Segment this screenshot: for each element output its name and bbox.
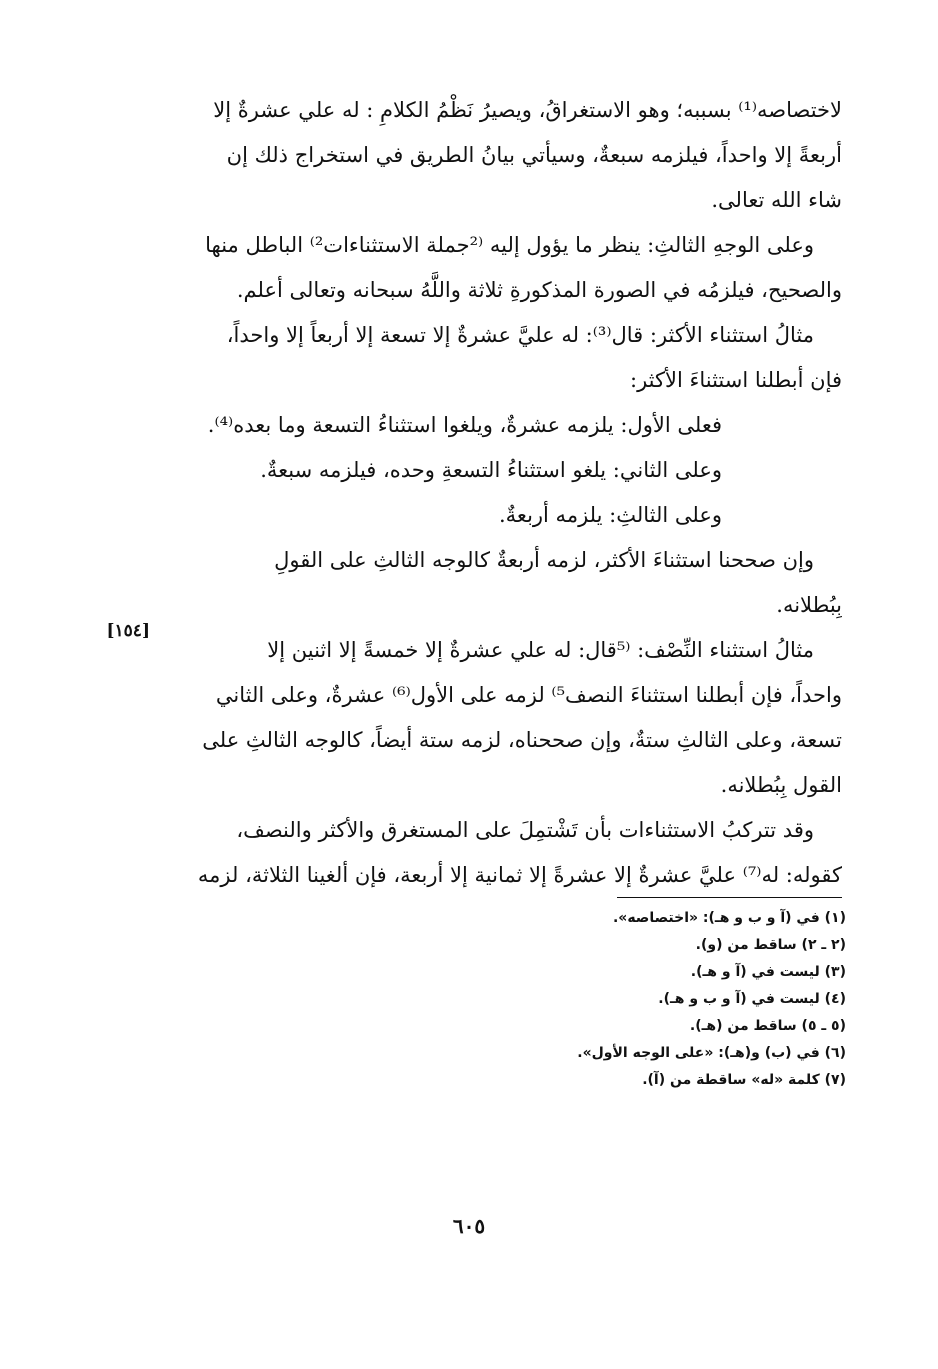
text-line: واحداً، فإن أبطلنا استثناءَ النصف⁵⁾ لزمه على الأول⁽⁶⁾ عشرةٌ، وعلى الثاني [215,683,842,707]
text-line: أربعةً إلا واحداً، فيلزمه سبعةٌ، وسيأتي بيانُ الطريق في استخراج ذلك إن [226,143,842,167]
footnote: (١) في (آ و ب و هـ): «اختصاصه». [612,910,846,926]
text-line: تسعة، وعلى الثالثِ ستةٌ، وإن صححناه، لزمه ستة أيضاً، كالوجه الثالثِ على [202,728,842,752]
text-line: لاختصاصه⁽¹⁾ بسببه؛ وهو الاستغراقُ، ويصيرُ نَظْمُ الكلامِ : له علي عشرةٌ إلا [213,98,842,122]
text-line: وعلى الثالثِ: يلزمه أربعةٌ. [499,503,722,527]
text-line: بِبُطلانه. [776,593,842,617]
footnote: (٢ ـ ٢) ساقط من (و). [695,937,846,953]
text-line: والصحيح، فيلزمُه في الصورة المذكورةِ ثلاثة واللَّهُ سبحانه وتعالى أعلم. [236,278,842,302]
footnote: (٦) في (ب) و(هـ): «على الوجه الأول». [577,1045,846,1061]
text-line: كقوله: له⁽⁷⁾ عليَّ عشرةٌ إلا عشرةً إلا ثمانية إلا أربعة، فإن ألغينا الثلاثة، لزمه [197,863,842,887]
footnote: (٧) كلمة «له» ساقطة من (آ). [642,1072,846,1088]
text-line: وقد تتركبُ الاستثناءات بأن تَشْتمِلَ على المستغرق والأكثر والنصف، [236,818,814,842]
page-number: ٦٠٥ [452,1214,486,1238]
footnote: (٤) ليست في (آ و ب و هـ). [658,991,846,1007]
footnote-separator [617,897,842,898]
footnote: (٥ ـ ٥) ساقط من (هـ). [689,1018,846,1034]
text-line: شاء الله تعالى. [711,188,842,212]
text-line: وإن صححنا استثناءَ الأكثر، لزمه أربعةٌ كالوجه الثالثِ على القولِ [274,548,814,572]
text-line: وعلى الثاني: يلغو استثناءُ التسعةِ وحده، فيلزمه سبعةٌ. [260,458,722,482]
main-text [156,88,842,898]
manuscript-folio-marker: [١٥٤] [106,621,150,641]
text-line: القول بِبُطلانه. [720,773,842,797]
text-line: وعلى الوجهِ الثالثِ: ينظر ما يؤول إليه ⁽²جملة الاستثناءات²⁾ الباطل منها [205,233,814,257]
footnote: (٣) ليست في (آ و هـ). [690,964,846,980]
text-line: مثالُ استثناء النِّصْف: ⁽⁵قال: له علي عشرةٌ إلا خمسةً إلا اثنين إلا [267,638,814,662]
text-line: مثالُ استثناء الأكثر: قال⁽³⁾: له عليَّ عشرةٌ إلا تسعة إلا أربعاً إلا واحداً، [226,323,814,347]
text-line: فعلى الأول: يلزمه عشرةٌ، ويلغوا استثناءُ التسعة وما بعده⁽⁴⁾. [207,413,722,437]
footnotes [246,905,846,1094]
text-line: فإن أبطلنا استثناءَ الأكثر: [630,368,842,392]
